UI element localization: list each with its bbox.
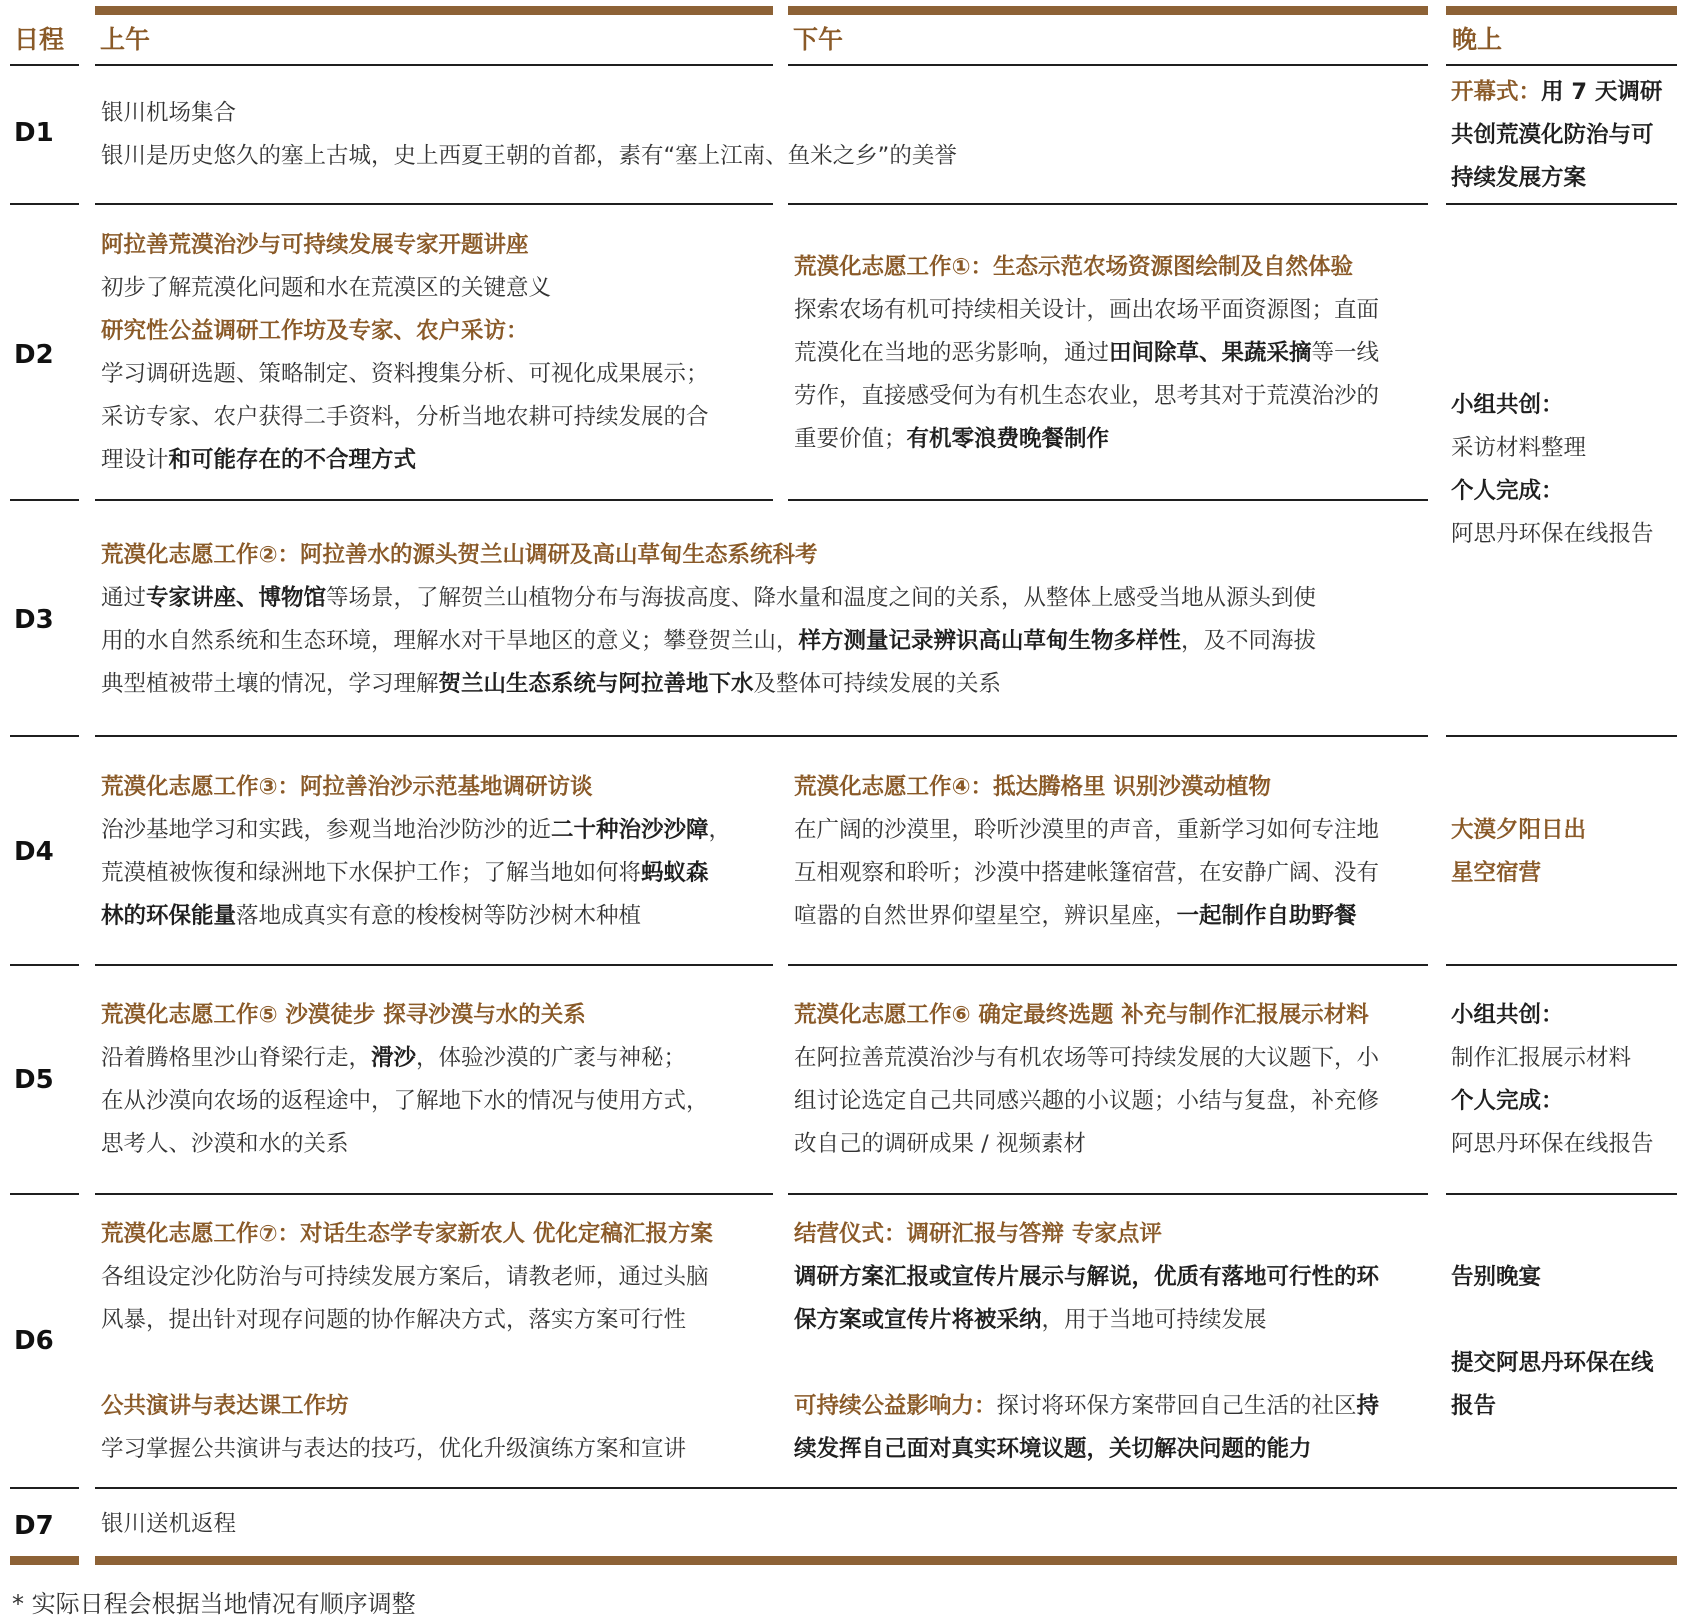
d3-line3-bold: 贺兰山生态系统与阿拉善地下水 xyxy=(438,671,754,697)
divider xyxy=(10,964,79,966)
d5-pm-line3: 改自己的调研成果 / 视频素材 xyxy=(794,1131,1086,1157)
d4-pm-line2: 互相观察和聆听；沙漠中搭建帐篷宿营，在安静广阔、没有 xyxy=(794,860,1380,886)
d2-pm-line2: 荒漠化在当地的恶劣影响，通过 xyxy=(794,340,1110,366)
divider xyxy=(1446,64,1677,66)
d5-eve-line2: 阿思丹环保在线报告 xyxy=(1451,1131,1654,1157)
d2-am-line3: 采访专家、农户获得二手资料，分析当地农耕可持续发展的合 xyxy=(101,404,709,430)
footer-bar-main xyxy=(95,1556,1677,1565)
d6-evening-2 xyxy=(1451,1342,1654,1428)
d6-am-title1: 荒漠化志愿工作⑦：对话生态学专家新农人 优化定稿汇报方案 xyxy=(101,1221,713,1247)
d1-am-line1: 银川机场集合 xyxy=(101,100,237,126)
d6-pm-line4: 续发挥自己面对真实环境议题，关切解决问题的能力 xyxy=(794,1436,1312,1462)
d4-pm-title: 荒漠化志愿工作④：抵达腾格里 识别沙漠动植物 xyxy=(794,774,1271,800)
d6-evening xyxy=(1451,1256,1541,1299)
d5-eve-title1: 小组共创： xyxy=(1451,1002,1564,1028)
d5-am-line1-bold: 滑沙 xyxy=(371,1045,417,1071)
d5-afternoon xyxy=(794,994,1379,1166)
d4-afternoon xyxy=(794,766,1379,938)
d1-morning xyxy=(101,92,957,178)
d5-pm-line2: 组讨论选定自己共同感兴趣的小议题；小结与复盘，补充修 xyxy=(794,1088,1380,1114)
d6-morning xyxy=(101,1213,713,1342)
d6-afternoon-2 xyxy=(794,1385,1379,1471)
d6-pm-line3: 探讨将环保方案带回自己生活的社区 xyxy=(996,1393,1357,1419)
d3-line2-bold: 样方测量记录辨识高山草甸生物多样性 xyxy=(798,628,1182,654)
divider xyxy=(788,964,1428,966)
d2-am-title1: 阿拉善荒漠治沙与可持续发展专家开题讲座 xyxy=(101,232,529,258)
d2-eve-line1: 采访材料整理 xyxy=(1451,435,1587,461)
d6-eve-line1: 告别晚宴 xyxy=(1451,1264,1542,1290)
d2-pm-line2-bold: 田间除草、果蔬采摘 xyxy=(1109,340,1312,366)
footer-bar-day xyxy=(10,1556,79,1565)
d6-am-title2: 公共演讲与表达课工作坊 xyxy=(101,1393,349,1419)
divider xyxy=(1446,964,1677,966)
header-am: 上午 xyxy=(100,25,151,54)
d2-eve-title2: 个人完成： xyxy=(1451,478,1564,504)
d3-line1-end: 等场景，了解贺兰山植物分布与海拔高度、降水量和温度之间的关系，从整体上感受当地从源头到使 xyxy=(326,585,1317,611)
d2-am-line2: 学习调研选题、策略制定、资料搜集分析、可视化成果展示； xyxy=(101,361,709,387)
d3-line2: 用的水自然系统和生态环境，理解水对干旱地区的意义；攀登贺兰山， xyxy=(101,628,799,654)
d4-am-line3-bold: 林的环保能量 xyxy=(101,903,237,929)
divider xyxy=(788,203,1428,205)
divider xyxy=(788,499,1428,501)
divider xyxy=(95,499,773,501)
d6-morning-2 xyxy=(101,1385,686,1471)
d5-am-title: 荒漠化志愿工作⑤ 沙漠徒步 探寻沙漠与水的关系 xyxy=(101,1002,586,1028)
divider xyxy=(10,1487,79,1489)
d6-pm-title2: 可持续公益影响力： xyxy=(794,1393,997,1419)
d5-am-line2: 在从沙漠向农场的返程途中，了解地下水的情况与使用方式， xyxy=(101,1088,709,1114)
d2-am-line4: 理设计 xyxy=(101,447,169,473)
d3-line3: 典型植被带土壤的情况，学习理解 xyxy=(101,671,439,697)
header-top-bar-am xyxy=(95,6,773,15)
d6-am-line2: 风暴，提出针对现存问题的协作解决方式，落实方案可行性 xyxy=(101,1307,687,1333)
d6-pm-line1: 调研方案汇报或宣传片展示与解说，优质有落地可行性的环 xyxy=(794,1264,1380,1290)
d2-pm-line3: 劳作，直接感受何为有机生态农业，思考其对于荒漠治沙的 xyxy=(794,383,1380,409)
d5-eve-title2: 个人完成： xyxy=(1451,1088,1564,1114)
d4-pm-line3: 喧嚣的自然世界仰望星空，辨识星座， xyxy=(794,903,1177,929)
day-label-d1: D1 xyxy=(14,118,54,148)
day-label-d5: D5 xyxy=(14,1065,54,1095)
d3-line3-end: 及整体可持续发展的关系 xyxy=(753,671,1002,697)
d4-pm-line3-bold: 一起制作自助野餐 xyxy=(1176,903,1357,929)
d5-evening xyxy=(1451,994,1654,1166)
header-pm: 下午 xyxy=(793,25,844,54)
header-eve: 晚上 xyxy=(1452,25,1503,54)
divider xyxy=(10,1193,79,1195)
d3-line1: 通过 xyxy=(101,585,147,611)
d7-morning xyxy=(101,1503,236,1546)
d4-am-line1-bold: 二十种治沙沙障 xyxy=(551,817,709,843)
d4-am-title: 荒漠化志愿工作③：阿拉善治沙示范基地调研访谈 xyxy=(101,774,593,800)
d2-am-line1: 初步了解荒漠化问题和水在荒漠区的关键意义 xyxy=(101,275,552,301)
d1-eve-line2: 共创荒漠化防治与可 xyxy=(1451,122,1654,148)
divider xyxy=(95,1193,773,1195)
divider xyxy=(95,64,773,66)
d2-am-title2: 研究性公益调研工作坊及专家、农户采访： xyxy=(101,318,529,344)
d2-pm-title: 荒漠化志愿工作①：生态示范农场资源图绘制及自然体验 xyxy=(794,254,1354,280)
divider xyxy=(1446,203,1677,205)
d4-eve-line2: 星空宿营 xyxy=(1451,860,1542,886)
day-label-d7: D7 xyxy=(14,1511,54,1541)
d2-morning xyxy=(101,224,709,482)
divider xyxy=(10,499,79,501)
d5-am-line1: 沿着腾格里沙山脊梁行走， xyxy=(101,1045,372,1071)
d5-pm-title: 荒漠化志愿工作⑥ 确定最终选题 补充与制作汇报展示材料 xyxy=(794,1002,1369,1028)
d4-am-line3: 落地成真实有意的梭梭树等防沙树木种植 xyxy=(236,903,642,929)
d6-am-line3: 学习掌握公共演讲与表达的技巧，优化升级演练方案和宣讲 xyxy=(101,1436,687,1462)
day-label-d6: D6 xyxy=(14,1326,54,1356)
divider xyxy=(1446,1193,1677,1195)
d1-eve-line3: 持续发展方案 xyxy=(1451,165,1587,191)
d2-d3-evening xyxy=(1451,384,1654,556)
d4-am-line1-end: ， xyxy=(708,817,732,843)
d1-am-line2: 银川是历史悠久的塞上古城，史上西夏王朝的首都，素有“塞上江南、鱼米之乡”的美誉 xyxy=(101,143,957,169)
d7-am-line1: 银川送机返程 xyxy=(101,1511,237,1537)
divider xyxy=(788,64,1428,66)
d4-am-line1: 治沙基地学习和实践，参观当地治沙防沙的近 xyxy=(101,817,552,843)
footnote: * 实际日程会根据当地情况有顺序调整 xyxy=(12,1590,416,1618)
d5-am-line3: 思考人、沙漠和水的关系 xyxy=(101,1131,349,1157)
d2-pm-line4: 重要价值； xyxy=(794,426,907,452)
d1-eve-label: 开幕式： xyxy=(1451,79,1542,105)
divider xyxy=(10,64,79,66)
d3-title: 荒漠化志愿工作②：阿拉善水的源头贺兰山调研及高山草甸生态系统科考 xyxy=(101,542,818,568)
divider xyxy=(10,203,79,205)
d3-line1-bold: 专家讲座、博物馆 xyxy=(146,585,327,611)
d6-pm-line3-bold: 持 xyxy=(1356,1393,1380,1419)
d2-pm-line2-end: 等一线 xyxy=(1311,340,1380,366)
d6-afternoon xyxy=(794,1213,1379,1342)
d2-eve-title1: 小组共创： xyxy=(1451,392,1564,418)
d1-evening xyxy=(1451,71,1662,200)
d2-pm-line1: 探索农场有机可持续相关设计，画出农场平面资源图；直面 xyxy=(794,297,1380,323)
divider xyxy=(95,203,773,205)
d6-pm-line2: ，用于当地可持续发展 xyxy=(1041,1307,1267,1333)
divider xyxy=(10,735,79,737)
d1-eve-line1: 用 7 天调研 xyxy=(1541,79,1663,105)
d3-day xyxy=(101,534,1316,706)
divider xyxy=(95,735,1428,737)
header-top-bar-eve xyxy=(1446,6,1677,15)
day-label-d3: D3 xyxy=(14,605,54,635)
d6-pm-title1: 结营仪式：调研汇报与答辩 专家点评 xyxy=(794,1221,1162,1247)
day-label-d4: D4 xyxy=(14,837,54,867)
divider xyxy=(788,1193,1428,1195)
d4-am-line2: 荒漠植被恢復和绿洲地下水保护工作；了解当地如何将 xyxy=(101,860,642,886)
d2-eve-line2: 阿思丹环保在线报告 xyxy=(1451,521,1654,547)
d2-afternoon xyxy=(794,246,1379,461)
divider xyxy=(95,964,773,966)
d6-eve-line3: 报告 xyxy=(1451,1393,1497,1419)
d4-am-line2-bold: 蚂蚁森 xyxy=(641,860,709,886)
d4-morning xyxy=(101,766,731,938)
d2-pm-line4-bold: 有机零浪费晚餐制作 xyxy=(906,426,1110,452)
d3-line2-end: ，及不同海拔 xyxy=(1181,628,1317,654)
d6-am-line1: 各组设定沙化防治与可持续发展方案后，请教老师，通过头脑 xyxy=(101,1264,709,1290)
d5-am-line1-end: ，体验沙漠的广袤与神秘； xyxy=(416,1045,687,1071)
d4-evening xyxy=(1451,809,1586,895)
d5-morning xyxy=(101,994,709,1166)
d6-pm-line2-bold: 保方案或宣传片将被采纳 xyxy=(794,1307,1042,1333)
d4-pm-line1: 在广阔的沙漠里，聆听沙漠里的声音，重新学习如何专注地 xyxy=(794,817,1380,843)
d2-am-line4-bold: 和可能存在的不合理方式 xyxy=(168,447,417,473)
header-day: 日程 xyxy=(14,25,65,54)
d4-eve-line1: 大漠夕阳日出 xyxy=(1451,817,1587,843)
d5-eve-line1: 制作汇报展示材料 xyxy=(1451,1045,1632,1071)
d6-eve-line2: 提交阿思丹环保在线 xyxy=(1451,1350,1654,1376)
divider xyxy=(1446,735,1677,737)
day-label-d2: D2 xyxy=(14,340,54,370)
header-top-bar-pm xyxy=(788,6,1428,15)
d5-pm-line1: 在阿拉善荒漠治沙与有机农场等可持续发展的大议题下，小 xyxy=(794,1045,1380,1071)
divider xyxy=(95,1487,1677,1489)
